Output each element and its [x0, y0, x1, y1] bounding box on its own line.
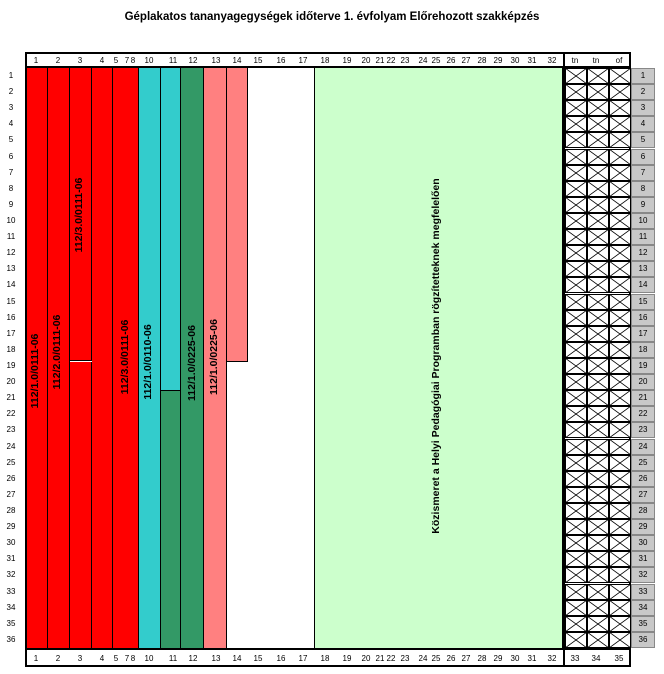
- x-cell: [565, 390, 587, 406]
- bottom-header-cell: 1: [33, 654, 39, 663]
- bottom-header-cell: 31: [527, 654, 537, 663]
- side-label: 13: [631, 261, 655, 277]
- x-cell: [587, 535, 609, 551]
- x-cell: [587, 326, 609, 342]
- x-cell: [565, 374, 587, 390]
- row-label: 17: [6, 328, 16, 338]
- x-cell: [609, 503, 631, 519]
- top-header-cell: 32: [547, 56, 557, 65]
- x-cell: [565, 584, 587, 600]
- x-cell: [587, 487, 609, 503]
- x-cell: [565, 503, 587, 519]
- side-label: 29: [631, 519, 655, 535]
- top-header-cell: 10: [144, 56, 154, 65]
- side-label: 2: [631, 84, 655, 100]
- block-pink-label: 112/1.0/0225-06: [208, 319, 220, 395]
- block-red-3-bottom: [70, 362, 92, 648]
- row-label: 32: [6, 570, 16, 580]
- x-cell: [609, 600, 631, 616]
- x-cell: [565, 213, 587, 229]
- x-cell: [609, 277, 631, 293]
- bottom-header-cell: 25: [431, 654, 441, 663]
- top-header-cell: 14: [232, 56, 242, 65]
- side-label: 1: [631, 68, 655, 84]
- row-label: 30: [6, 538, 16, 548]
- x-cell: [609, 439, 631, 455]
- side-label: 24: [631, 439, 655, 455]
- row-label: 10: [6, 216, 16, 225]
- row-label: 2: [8, 87, 14, 97]
- x-cell: [565, 439, 587, 455]
- x-cell: [565, 310, 587, 326]
- x-cell: [609, 68, 631, 84]
- bottom-header-cell: 14: [232, 654, 242, 663]
- block-red-4: [92, 68, 113, 648]
- x-cell: [565, 229, 587, 245]
- x-cell: [565, 519, 587, 535]
- top-header-cell: 13: [211, 56, 221, 65]
- row-label: 18: [6, 344, 16, 354]
- x-cell: [609, 100, 631, 116]
- x-cell: [609, 374, 631, 390]
- side-label: 31: [631, 551, 655, 567]
- row-labels: [0, 68, 24, 648]
- top-header-cell: 28: [477, 56, 487, 65]
- x-cell: [609, 519, 631, 535]
- top-header-cell: 17: [298, 56, 308, 65]
- top-header-cell: 15: [253, 56, 263, 65]
- top-header-cell: 31: [527, 56, 537, 65]
- x-cell: [565, 294, 587, 310]
- x-cell: [587, 277, 609, 293]
- x-cell: [587, 616, 609, 632]
- block-teal-upper: [161, 68, 181, 390]
- row-label: 23: [6, 425, 16, 435]
- x-cell: [587, 422, 609, 438]
- row-label: 9: [8, 199, 14, 209]
- top-header-cell: 26: [446, 56, 456, 65]
- side-label: 5: [631, 132, 655, 148]
- x-cell: [609, 455, 631, 471]
- x-cell: [565, 471, 587, 487]
- side-label: 8: [631, 181, 655, 197]
- x-cell: [565, 358, 587, 374]
- x-cell: [587, 116, 609, 132]
- x-cell: [565, 342, 587, 358]
- bottom-header-cell: 22: [386, 654, 396, 663]
- top-header-cell: 12: [188, 56, 198, 65]
- top-header-cell: 27: [461, 56, 471, 65]
- block-pink-upper: [227, 68, 248, 362]
- row-label: 28: [6, 506, 16, 515]
- row-label: 14: [6, 280, 16, 290]
- x-cell: [609, 132, 631, 148]
- x-cell: [587, 213, 609, 229]
- row-label: 31: [6, 554, 16, 564]
- x-cell: [587, 84, 609, 100]
- top-header-cell: 19: [342, 56, 352, 65]
- top-header-cell: 1: [33, 56, 39, 65]
- bottom-header-x-cell: 34: [591, 654, 601, 663]
- x-cell: [609, 422, 631, 438]
- row-label: 16: [6, 312, 16, 322]
- top-header-cell: 18: [320, 56, 330, 65]
- x-cell: [609, 197, 631, 213]
- top-header-x-cell: tn: [571, 56, 579, 65]
- x-cell: [587, 390, 609, 406]
- side-label: 6: [631, 149, 655, 165]
- x-cell: [587, 471, 609, 487]
- x-cell: [565, 149, 587, 165]
- bottom-header-cell: 13: [211, 654, 221, 663]
- row-label: 26: [6, 473, 16, 483]
- side-label: 4: [631, 116, 655, 132]
- row-label: 13: [6, 264, 16, 274]
- bottom-header-cell: 28: [477, 654, 487, 663]
- x-cell: [565, 422, 587, 438]
- x-cell: [587, 358, 609, 374]
- x-cell: [609, 326, 631, 342]
- x-cell: [587, 132, 609, 148]
- side-label: 27: [631, 487, 655, 503]
- x-cell: [609, 245, 631, 261]
- x-cell: [565, 326, 587, 342]
- x-cell: [587, 181, 609, 197]
- x-cell: [587, 310, 609, 326]
- x-cell: [609, 358, 631, 374]
- top-header-cell: 5: [113, 56, 119, 65]
- x-cell: [587, 165, 609, 181]
- side-label: 32: [631, 567, 655, 583]
- row-label: 4: [8, 119, 14, 129]
- x-cell: [609, 406, 631, 422]
- bottom-header-cell: 29: [493, 654, 503, 663]
- bottom-header-cell: 24: [418, 654, 428, 663]
- top-header-cell: 21: [375, 56, 385, 65]
- x-cell: [565, 567, 587, 583]
- bottom-header-cell: 21: [375, 654, 385, 663]
- row-label: 27: [6, 489, 16, 499]
- x-cell: [609, 487, 631, 503]
- x-cell: [587, 149, 609, 165]
- row-label: 22: [6, 409, 16, 419]
- bottom-header-cell: 32: [547, 654, 557, 663]
- x-cell: [587, 600, 609, 616]
- side-label: 23: [631, 422, 655, 438]
- bottom-header-x-cell: 35: [614, 654, 624, 663]
- row-label: 6: [8, 151, 14, 161]
- row-label: 24: [6, 441, 16, 451]
- x-cell: [565, 181, 587, 197]
- block-green-label: 112/1.0/0225-06: [186, 325, 198, 401]
- page-title: Géplakatos tananyagegységek időterve 1. évfolyam Előrehozott szakképzés: [124, 11, 540, 23]
- top-header-cell: 29: [493, 56, 503, 65]
- x-cell: [609, 84, 631, 100]
- x-cell: [587, 294, 609, 310]
- x-cell: [609, 181, 631, 197]
- x-cell: [609, 551, 631, 567]
- side-label: 35: [631, 616, 655, 632]
- bottom-header-cell: 2: [55, 654, 61, 663]
- side-label: 17: [631, 326, 655, 342]
- x-cell: [587, 632, 609, 648]
- block-teal-label: 112/1.0/0110-06: [142, 324, 154, 400]
- side-label: 16: [631, 310, 655, 326]
- side-label: 36: [631, 632, 655, 648]
- row-label: 34: [6, 602, 16, 612]
- top-header-cell: 2: [55, 56, 61, 65]
- x-cell: [565, 632, 587, 648]
- bottom-header-cell: 11: [168, 654, 178, 663]
- header-divider-bottom: [25, 648, 631, 650]
- top-header-cell: 20: [361, 56, 371, 65]
- x-cell: [609, 535, 631, 551]
- side-label: 34: [631, 600, 655, 616]
- x-cell: [587, 567, 609, 583]
- bottom-header-cell: 7: [124, 654, 130, 663]
- x-cell: [609, 149, 631, 165]
- bottom-header-cell: 30: [510, 654, 520, 663]
- block-lightgreen-label: Közismeret a Helyi Pedagógiai Programban rögzítetteknek megfelelően: [430, 178, 442, 534]
- x-cell: [565, 132, 587, 148]
- x-cell: [587, 406, 609, 422]
- row-label: 36: [6, 634, 16, 644]
- side-label: 14: [631, 277, 655, 293]
- x-cell: [609, 390, 631, 406]
- x-cell: [609, 567, 631, 583]
- top-header-cell: 11: [168, 56, 178, 65]
- side-label: 19: [631, 358, 655, 374]
- side-label: 30: [631, 535, 655, 551]
- x-cell: [609, 632, 631, 648]
- x-cell: [609, 616, 631, 632]
- bottom-header-x-cell: 33: [570, 654, 580, 663]
- bottom-header-cell: 19: [342, 654, 352, 663]
- x-cell: [609, 116, 631, 132]
- top-header-cell: 7: [124, 56, 130, 65]
- bottom-header-cell: 23: [400, 654, 410, 663]
- x-cell: [587, 229, 609, 245]
- row-label: 21: [6, 393, 16, 403]
- x-cell: [587, 245, 609, 261]
- x-cell: [609, 261, 631, 277]
- row-label: 12: [6, 248, 16, 258]
- top-header-cell: 22: [386, 56, 396, 65]
- x-cell: [565, 84, 587, 100]
- row-label: 29: [6, 522, 16, 532]
- row-label: 25: [6, 457, 16, 467]
- x-cell: [587, 68, 609, 84]
- side-label: 25: [631, 455, 655, 471]
- bottom-header-cell: 15: [253, 654, 263, 663]
- x-cell: [565, 600, 587, 616]
- block-red-5-label: 112/3.0/0111-06: [119, 319, 131, 395]
- row-label: 19: [6, 361, 16, 370]
- row-label: 20: [6, 377, 16, 387]
- x-cell: [609, 471, 631, 487]
- x-cell: [609, 294, 631, 310]
- side-label: 21: [631, 390, 655, 406]
- x-cell: [565, 116, 587, 132]
- bottom-header-cell: 3: [77, 654, 83, 663]
- x-cell: [565, 261, 587, 277]
- top-header-cell: 3: [77, 56, 83, 65]
- row-label: 33: [6, 586, 16, 596]
- top-header-cell: 25: [431, 56, 441, 65]
- x-cell: [587, 584, 609, 600]
- bottom-header-cell: 4: [99, 654, 105, 663]
- x-cell: [565, 455, 587, 471]
- x-cell: [587, 374, 609, 390]
- side-label: 7: [631, 165, 655, 181]
- row-label: 11: [6, 232, 16, 242]
- top-header-cell: 24: [418, 56, 428, 65]
- x-cell: [565, 406, 587, 422]
- top-header-cell: 23: [400, 56, 410, 65]
- bottom-header-cell: 8: [130, 654, 136, 663]
- x-cell: [587, 503, 609, 519]
- row-label: 5: [8, 135, 14, 145]
- x-cell: [565, 245, 587, 261]
- block-red-2-label: 112/2.0/0111-06: [51, 314, 63, 390]
- row-label: 35: [6, 618, 16, 628]
- x-cell: [565, 165, 587, 181]
- x-cell: [587, 261, 609, 277]
- x-cell: [587, 519, 609, 535]
- top-header-cell: 16: [276, 56, 286, 65]
- side-label: 18: [631, 342, 655, 358]
- side-label: 11: [631, 229, 655, 245]
- x-cell: [587, 439, 609, 455]
- x-cell: [565, 487, 587, 503]
- side-label: 28: [631, 503, 655, 519]
- x-cell: [587, 197, 609, 213]
- x-cell: [565, 616, 587, 632]
- top-header-x-cell: of: [615, 56, 623, 65]
- row-label: 3: [8, 103, 14, 113]
- x-cell: [587, 455, 609, 471]
- side-label: 3: [631, 100, 655, 116]
- bottom-header-cell: 5: [113, 654, 119, 663]
- x-cell: [609, 584, 631, 600]
- block-red-3-label: 112/3.0/0111-06: [73, 177, 85, 253]
- top-header-cell: 30: [510, 56, 520, 65]
- row-label: 15: [6, 296, 16, 306]
- bottom-header-cell: 27: [461, 654, 471, 663]
- x-cell: [587, 342, 609, 358]
- x-cell: [565, 68, 587, 84]
- side-label: 15: [631, 294, 655, 310]
- bottom-header-cell: 10: [144, 654, 154, 663]
- x-cell: [565, 551, 587, 567]
- side-label: 33: [631, 584, 655, 600]
- bottom-header-cell: 18: [320, 654, 330, 663]
- x-cell: [609, 342, 631, 358]
- x-cell: [609, 229, 631, 245]
- x-cell: [609, 213, 631, 229]
- block-green-lower: [161, 390, 181, 648]
- side-label: 22: [631, 406, 655, 422]
- bottom-header-cell: 17: [298, 654, 308, 663]
- side-label: 9: [631, 197, 655, 213]
- top-header-cell: 4: [99, 56, 105, 65]
- x-cell: [565, 277, 587, 293]
- side-label: 20: [631, 374, 655, 390]
- x-cell: [609, 165, 631, 181]
- block-red-1-label: 112/1.0/0111-06: [29, 333, 41, 409]
- row-label: 7: [8, 167, 14, 177]
- bottom-header-cell: 20: [361, 654, 371, 663]
- top-header-x-cell: tn: [592, 56, 600, 65]
- side-label: 12: [631, 245, 655, 261]
- bottom-header-cell: 26: [446, 654, 456, 663]
- x-cell: [565, 197, 587, 213]
- top-header-cell: 8: [130, 56, 136, 65]
- side-label: 10: [631, 213, 655, 229]
- x-cell: [609, 310, 631, 326]
- row-label: 1: [8, 71, 14, 80]
- x-cell: [565, 100, 587, 116]
- x-cell: [587, 100, 609, 116]
- side-label: 26: [631, 471, 655, 487]
- bottom-header-cell: 12: [188, 654, 198, 663]
- x-cell: [565, 535, 587, 551]
- x-cell: [587, 551, 609, 567]
- row-label: 8: [8, 183, 14, 193]
- bottom-header-cell: 16: [276, 654, 286, 663]
